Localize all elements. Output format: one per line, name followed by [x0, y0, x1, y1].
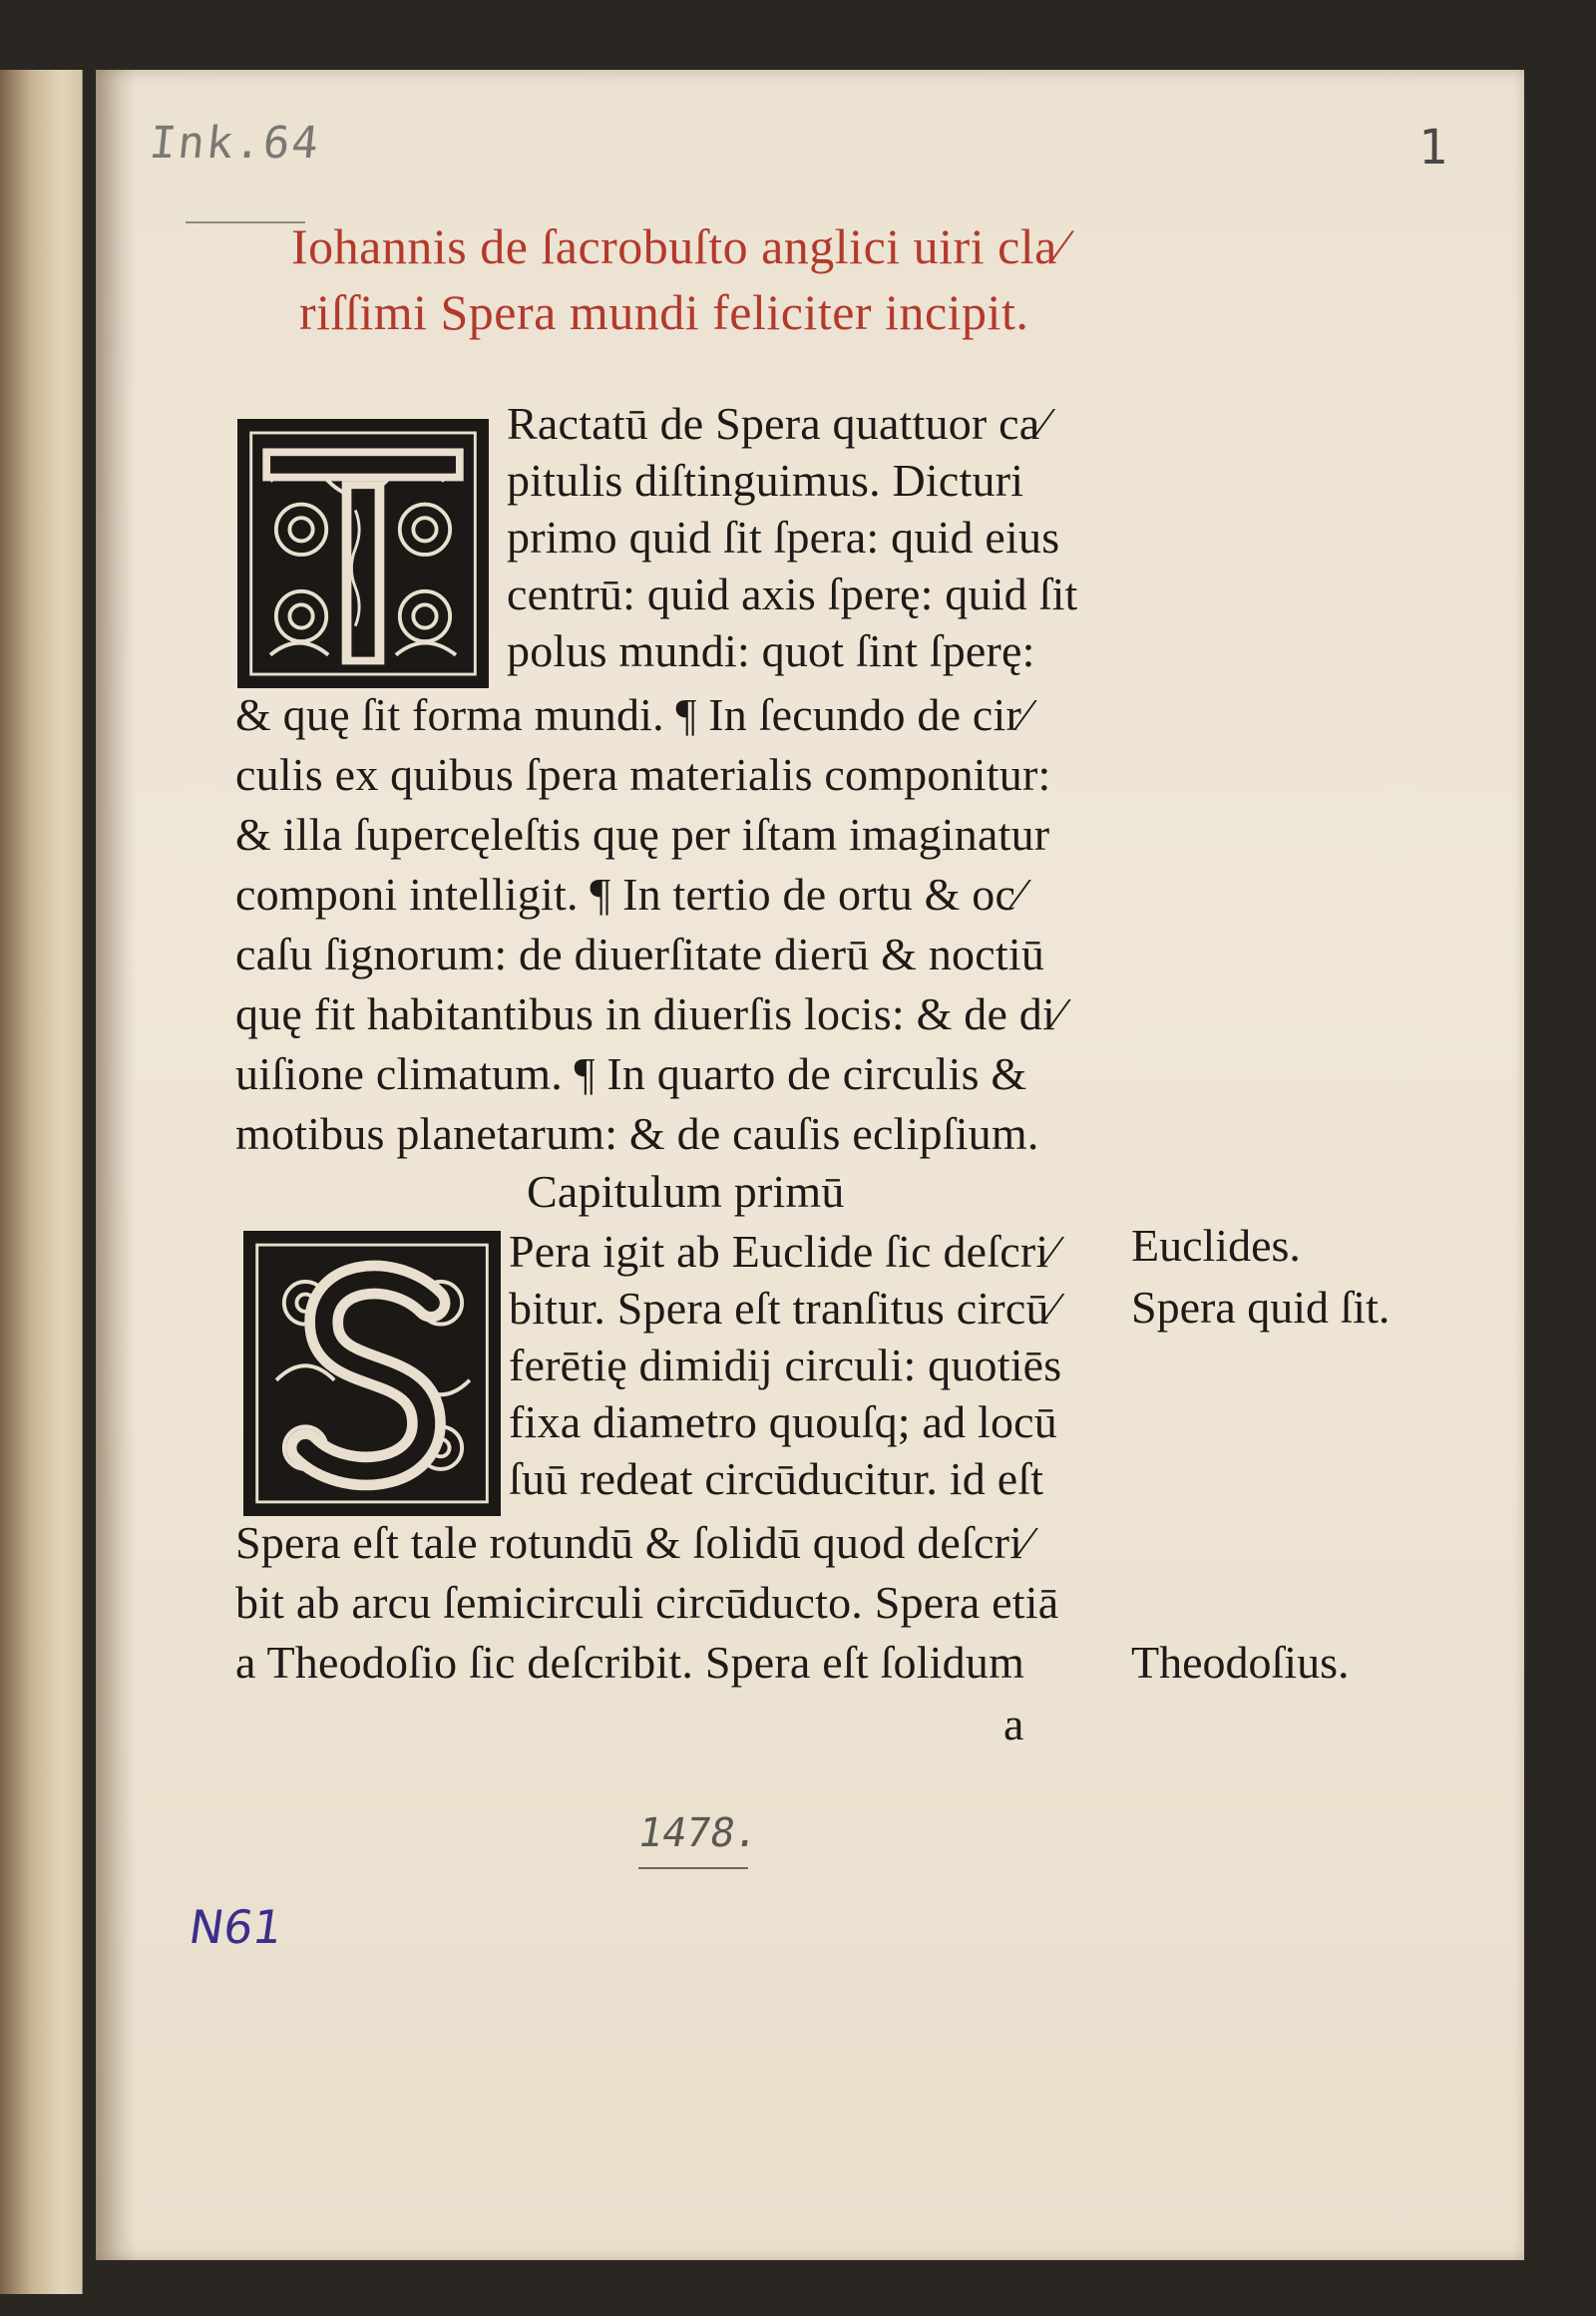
- text-line: pitulis diſtinguimus. Dicturi: [507, 455, 1024, 506]
- initial-t-ornament: [241, 423, 485, 684]
- text-line: primo quid ſit ſpera: quid eius: [507, 512, 1060, 563]
- shelfmark-underline: [186, 221, 305, 223]
- text-line: polus mundi: quot ſint ſperę:: [507, 625, 1035, 676]
- text-line: a Theodoſio ſic deſcribit. Spera eſt ſolidum: [235, 1637, 1025, 1688]
- marginal-note: Theodoſius.: [1131, 1637, 1350, 1688]
- woodcut-initial-s: [243, 1231, 501, 1516]
- text-line: caſu ſignorum: de diuerſitate dierū & noctiū: [235, 929, 1045, 979]
- text-line: ſuū redeat circūducitur. id eſt: [509, 1453, 1044, 1504]
- facing-page-edge: [0, 70, 83, 2294]
- text-line: componi intelligit. ¶ In tertio de ortu & oc⁄: [235, 869, 1023, 920]
- woodcut-initial-t: [237, 419, 489, 688]
- text-line: bit ab arcu ſemicirculi circūducto. Spera etiā: [235, 1577, 1059, 1628]
- text-line: quę fit habitantibus in diuerſis locis: & de di⁄: [235, 988, 1063, 1039]
- inventory-number: N61: [186, 1900, 286, 1954]
- text-line: motibus planetarum: & de cauſis eclipſium.: [235, 1108, 1039, 1159]
- text-line: Ractatū de Spera quattuor ca⁄: [507, 398, 1048, 449]
- date-underline: [638, 1867, 748, 1869]
- text-line: & quę ſit forma mundi. ¶ In ſecundo de cir⁄: [235, 689, 1029, 740]
- gutter-shadow: [96, 70, 136, 2260]
- handwritten-date: 1478.: [633, 1810, 763, 1856]
- shelfmark-annotation: Ink.64: [147, 118, 323, 169]
- text-line: ferētię dimidij circuli: quotiēs: [509, 1340, 1062, 1390]
- text-line: fixa diametro quouſq; ad locū: [509, 1396, 1057, 1447]
- text-line: & illa ſupercęleſtis quę per iſtam imaginatur: [235, 809, 1050, 860]
- chapter-heading: Capitulum primū: [527, 1166, 845, 1217]
- text-line: uiſione climatum. ¶ In quarto de circulis &: [235, 1048, 1027, 1099]
- text-line: Spera eſt tale rotundū & ſolidū quod deſcri⁄: [235, 1517, 1031, 1568]
- text-line: culis ex quibus ſpera materialis componitur:: [235, 749, 1051, 800]
- catchword: a: [1003, 1699, 1024, 1749]
- text-line: Pera igit ab Euclide ſic deſcri⁄: [509, 1226, 1057, 1277]
- heading-line-1: Iohannis de ſacrobuſto anglici uiri cla⁄: [291, 218, 1066, 274]
- text-line: centrū: quid axis ſperę: quid ſit: [507, 569, 1078, 619]
- heading-line-2: riſſimi Spera mundi feliciter incipit.: [299, 284, 1029, 340]
- marginal-note: Spera quid ſit.: [1131, 1282, 1391, 1333]
- marginal-note: Euclides.: [1131, 1220, 1301, 1271]
- text-line: bitur. Spera eſt tranſitus circū⁄: [509, 1283, 1057, 1334]
- initial-s-ornament: [247, 1235, 497, 1512]
- folio-number: 1: [1418, 120, 1447, 176]
